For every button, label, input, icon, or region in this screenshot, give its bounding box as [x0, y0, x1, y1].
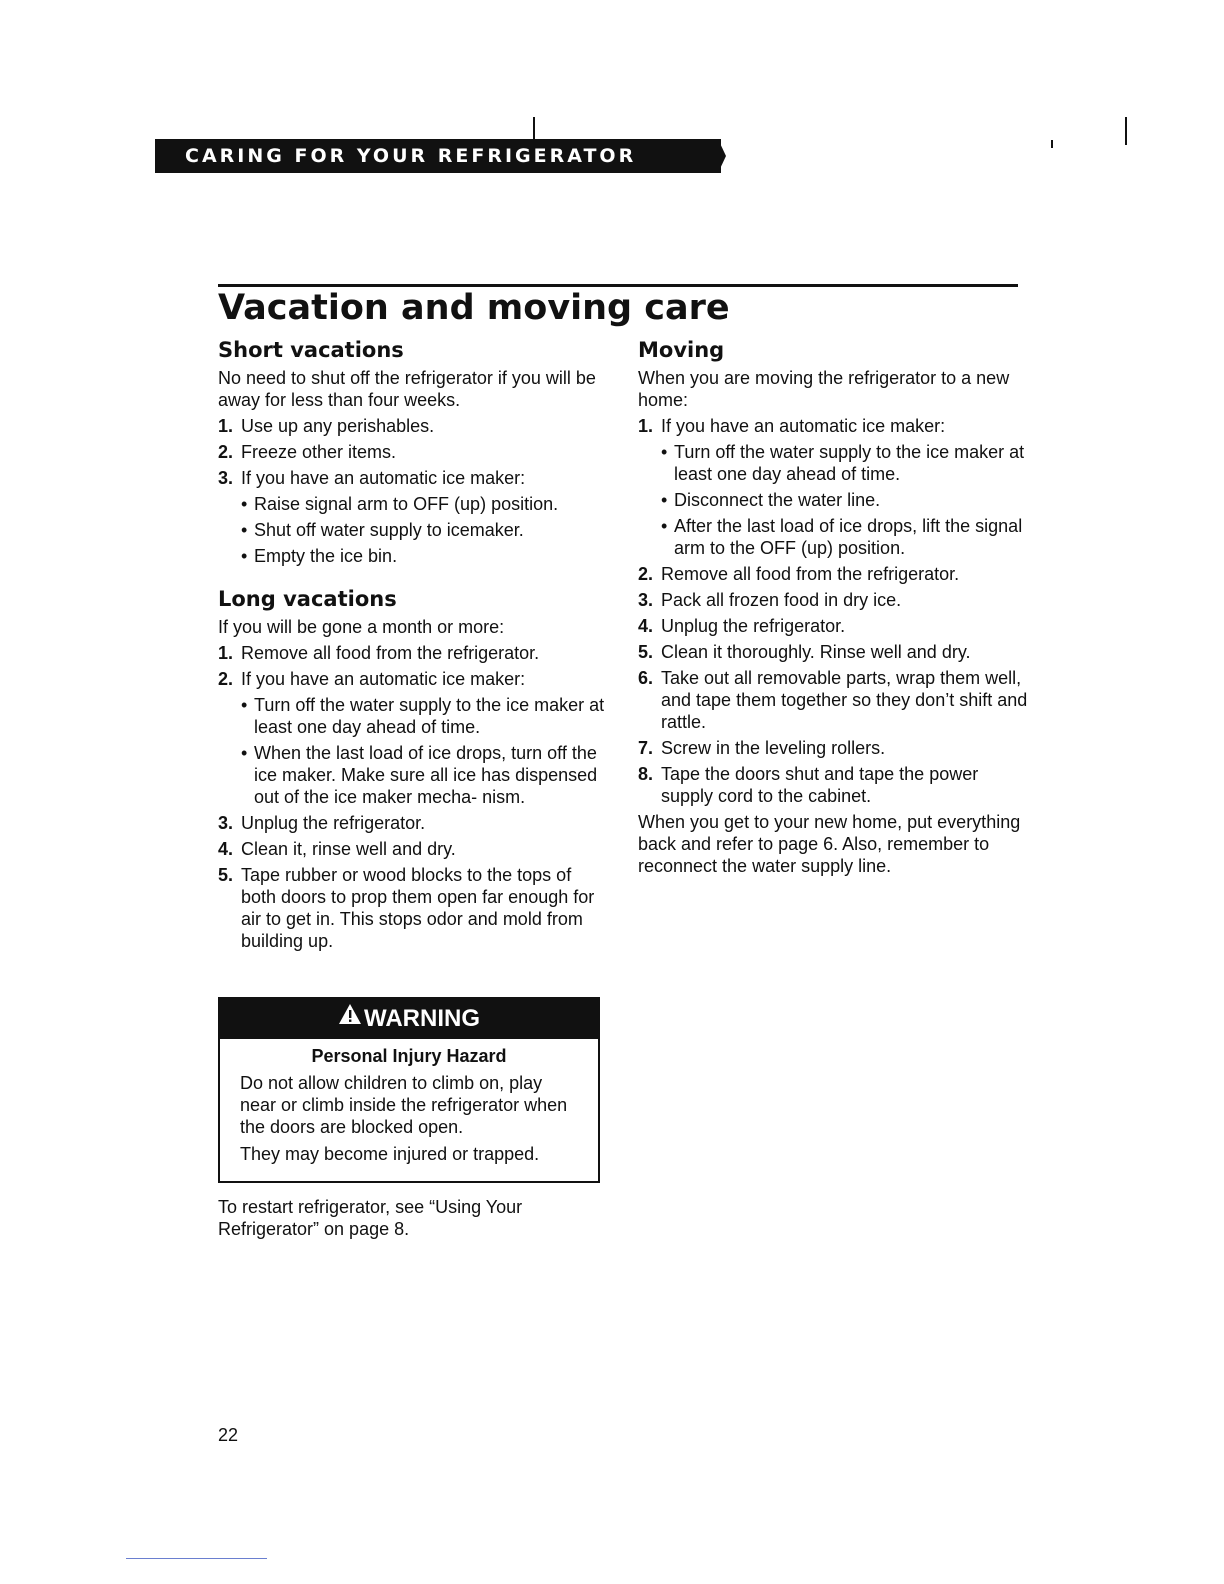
bullet-item: • After the last load of ice drops, lift the signal arm to the OFF (up) position.: [661, 515, 1030, 559]
banner-notch: [718, 139, 726, 173]
bullet-item: • Shut off water supply to icemaker.: [241, 519, 608, 541]
warning-text: Do not allow children to climb on, play near or climb inside the refrigerator when the doors are blocked open.: [240, 1073, 568, 1137]
bullet-item: • When the last load of ice drops, turn off the ice maker. Make sure all ice has dispensed out of the ice maker mecha- nism.: [241, 742, 608, 808]
bullet-item: • Raise signal arm to OFF (up) position.: [241, 493, 608, 515]
section-banner: CARING FOR YOUR REFRIGERATOR: [155, 139, 721, 173]
bullet-list: [241, 694, 608, 808]
bullet-item: • Turn off the water supply to the ice maker at least one day ahead of time.: [241, 694, 608, 738]
long-vacations-heading: Long vacations: [218, 587, 397, 611]
bullet-item: • Turn off the water supply to the ice maker at least one day ahead of time.: [661, 441, 1030, 485]
warning-body: [220, 1039, 598, 1165]
warning-box: [218, 997, 600, 1183]
warning-triangle-icon: [338, 998, 362, 1038]
short-vacations-heading: Short vacations: [218, 338, 404, 362]
list-item: 1. Use up any perishables.: [218, 416, 435, 436]
moving-closing: When you get to your new home, put everything back and refer to page 6. Also, remember to reconnect the water supply line.: [638, 812, 1021, 876]
long-vacations-steps: [218, 642, 608, 952]
bullet-item: • Empty the ice bin.: [241, 545, 608, 567]
page-title: Vacation and moving care: [218, 288, 730, 328]
short-vacations-intro: No need to shut off the refrigerator if you will be away for less than four weeks.: [218, 368, 596, 410]
list-item: 4. Clean it, rinse well and dry.: [218, 839, 456, 859]
list-item: 1. Remove all food from the refrigerator.: [218, 643, 540, 663]
page-number: 22: [218, 1425, 239, 1445]
list-item: 1. If you have an automatic ice maker: • Turn off the water supply to the ice maker at least one day ahead of time. • Disconnect the water line. • After the last load of ice drops, lift the signal arm to the OFF (up) position.: [638, 415, 1030, 559]
list-item: 6. Take out all removable parts, wrap them well, and tape them together so they don’t shift and rattle.: [638, 668, 1028, 732]
bullet-list: [661, 441, 1030, 559]
list-item: 8. Tape the doors shut and tape the power supply cord to the cabinet.: [638, 764, 979, 806]
scan-mark: [533, 117, 535, 139]
scan-mark: [1051, 140, 1053, 148]
list-item: 2. Freeze other items.: [218, 442, 397, 462]
warning-text: They may become injured or trapped.: [240, 1144, 540, 1164]
moving-intro: When you are moving the refrigerator to a new home:: [638, 368, 1010, 410]
list-item: 7. Screw in the leveling rollers.: [638, 738, 886, 758]
right-column: [638, 336, 1030, 880]
list-item: 2. If you have an automatic ice maker: • Turn off the water supply to the ice maker at least one day ahead of time. • When the last load of ice drops, turn off the ice maker. Make sure all ice has dispensed out of the ice maker mecha- nism.: [218, 668, 608, 808]
bullet-list: [241, 493, 608, 567]
moving-heading: Moving: [638, 338, 725, 362]
bullet-item: • Disconnect the water line.: [661, 489, 1030, 511]
list-item: 4. Unplug the refrigerator.: [638, 616, 846, 636]
scan-edge-line: [126, 1558, 267, 1559]
list-item: 5. Clean it thoroughly. Rinse well and dry.: [638, 642, 971, 662]
short-vacations-steps: [218, 415, 608, 567]
warning-header: [220, 999, 598, 1039]
warning-subtitle: Personal Injury Hazard: [311, 1046, 507, 1066]
list-item: 5. Tape rubber or wood blocks to the tops of both doors to prop them open far enough for air to get in. This stops odor and mold from building up.: [218, 865, 595, 951]
long-vacations-intro: If you will be gone a month or more:: [218, 617, 505, 637]
list-item: 3. If you have an automatic ice maker: • Raise signal arm to OFF (up) position. • Shut off water supply to icemaker. • Empty the ice bin.: [218, 467, 608, 567]
list-item: 3. Unplug the refrigerator.: [218, 813, 426, 833]
list-item: 2. Remove all food from the refrigerator.: [638, 564, 960, 584]
warning-label: WARNING: [364, 1005, 480, 1032]
scan-mark: [1125, 117, 1127, 145]
restart-note: To restart refrigerator, see “Using Your Refrigerator” on page 8.: [218, 1197, 523, 1239]
list-item: 3. Pack all frozen food in dry ice.: [638, 590, 902, 610]
moving-steps: [638, 415, 1030, 807]
left-column: [218, 336, 608, 956]
